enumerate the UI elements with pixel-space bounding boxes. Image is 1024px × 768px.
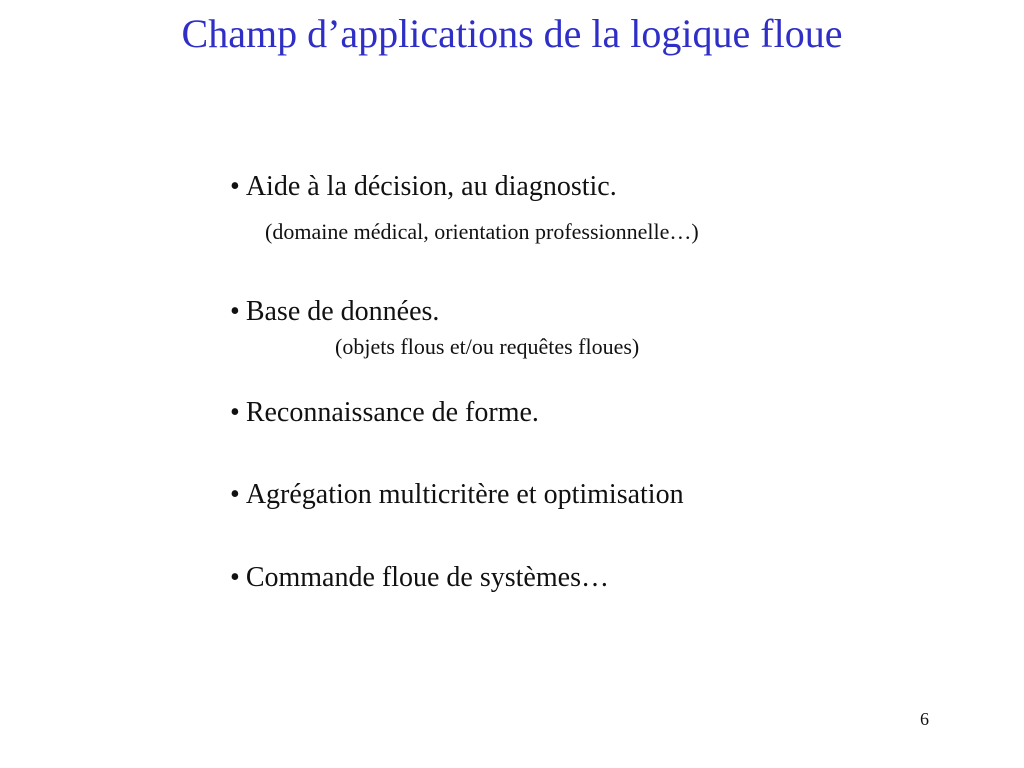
bullet-dot: •: [230, 562, 240, 593]
bullet-text: Aide à la décision, au diagnostic.: [245, 171, 617, 202]
slide-title: Champ d’applications de la logique floue: [181, 11, 843, 56]
bullet-dot: •: [230, 479, 240, 510]
bullet-item-database: [230, 295, 439, 329]
bullet-subtext-decision: (domaine médical, orientation professionnelle…): [265, 219, 699, 244]
bullet-dot: •: [230, 296, 240, 327]
bullet-text: Commande floue de systèmes…: [245, 562, 609, 593]
bullet-item-decision: [230, 170, 617, 204]
bullet-dot: •: [230, 397, 240, 428]
bullet-item-recognition: [230, 396, 539, 430]
bullet-text: Reconnaissance de forme.: [245, 397, 539, 428]
bullet-item-aggregation: [230, 478, 684, 512]
bullet-dot: •: [230, 171, 240, 202]
bullet-item-control: [230, 561, 609, 595]
bullet-subtext-database: (objets flous et/ou requêtes floues): [335, 334, 640, 359]
page-number: 6: [920, 709, 929, 729]
bullet-text: Agrégation multicritère et optimisation: [245, 479, 684, 510]
bullet-text: Base de données.: [245, 296, 440, 327]
